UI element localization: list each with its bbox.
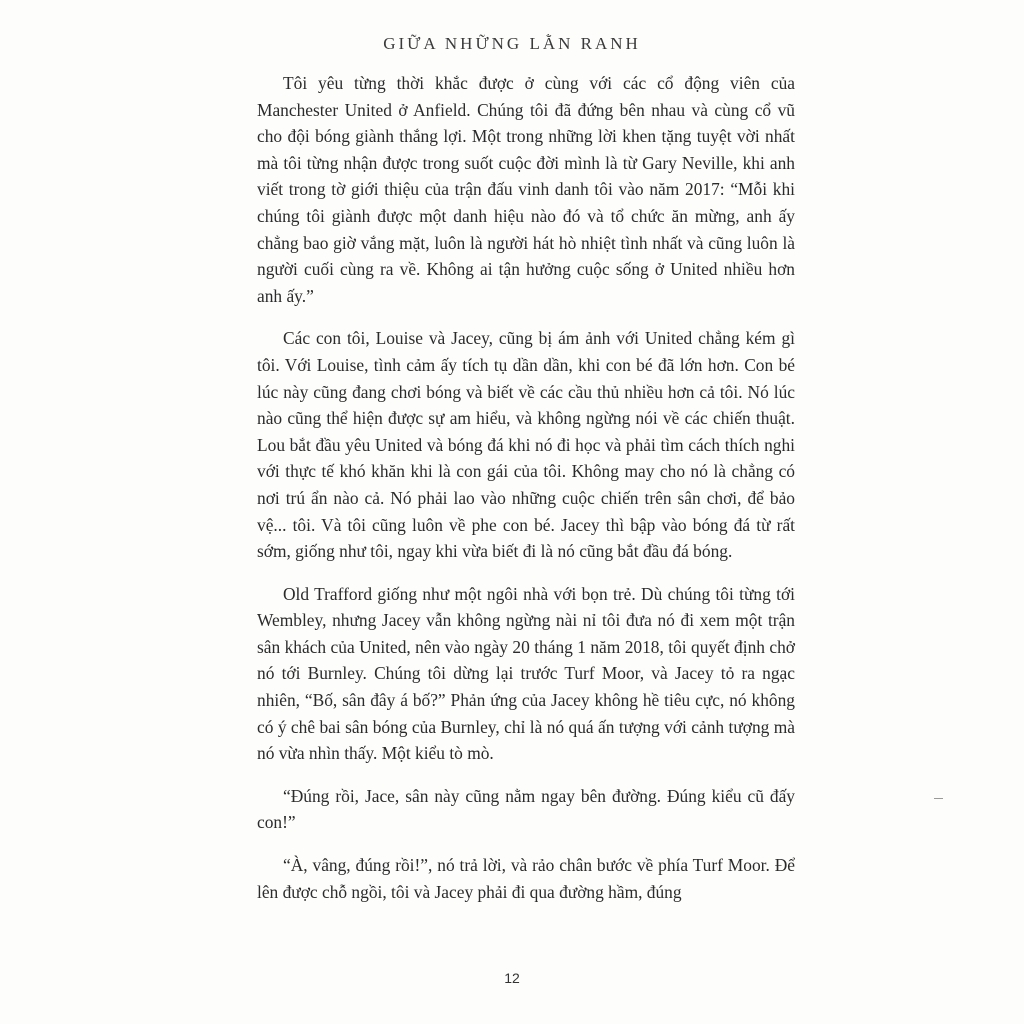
paragraph-3: Old Trafford giống như một ngôi nhà với bọn trẻ. Dù chúng tôi từng tới Wembley, nhưng Jacey vẫn không ngừng nài nỉ tôi đưa nó đi xem một trận sân khách của United, nên vào ngày 20 tháng 1 năm 2018, tôi quyết định chở nó tới Burnley. Chúng tôi dừng lại trước Turf Moor, và Jacey tỏ ra ngạc nhiên, “Bố, sân đây á bố?” Phản ứng của Jacey không hề tiêu cực, nó không có ý chê bai sân bóng của Burnley, chỉ là nó quá ấn tượng với cảnh tượng mà nó vừa nhìn thấy. Một kiểu tò mò. — [257, 583, 795, 764]
paragraph-4: “Đúng rồi, Jace, sân này cũng nằm ngay bên đường. Đúng kiểu cũ đấy con!” — [257, 785, 795, 833]
running-title: GIỮA NHỮNG LẰN RANH — [383, 34, 641, 53]
margin-mark — [934, 798, 943, 799]
paragraph-2: Các con tôi, Louise và Jacey, cũng bị ám ảnh với United chẳng kém gì tôi. Với Louise, tình cảm ấy tích tụ dần dần, khi con bé đã lớn hơn. Con bé lúc này cũng đang chơi bóng và biết về các cầu thủ nhiều hơn cả tôi. Nó lúc nào cũng thể hiện được sự am hiểu, và không ngừng nói về các chiến thuật. Lou bắt đầu yêu United và bóng đá khi nó đi học và phải tìm cách thích nghi với thực tế khó khăn khi là con gái của tôi. Không may cho nó là chẳng có nơi trú ẩn nào cả. Nó phải lao vào những cuộc chiến trên sân chơi, để bảo vệ... tôi. Và tôi cũng luôn về phe con bé. Jacey thì bập vào bóng đá từ rất sớm, giống như tôi, ngay khi vừa biết đi là nó cũng bắt đầu đá bóng. — [257, 328, 795, 562]
body-text — [257, 70, 795, 921]
paragraph-5: “À, vâng, đúng rồi!”, nó trả lời, và rảo chân bước về phía Turf Moor. Để lên được chỗ ngồi, tôi và Jacey phải đi qua đường hầm, đúng — [257, 855, 795, 902]
paragraph-1: Tôi yêu từng thời khắc được ở cùng với các cổ động viên của Manchester United ở Anfield. Chúng tôi đã đứng bên nhau và cùng cổ vũ cho đội bóng giành thắng lợi. Một trong những lời khen tặng tuyệt vời nhất mà tôi từng nhận được trong suốt cuộc đời mình là từ Gary Neville, khi anh viết trong tờ giới thiệu của trận đấu vinh danh tôi vào năm 2017: “Mỗi khi chúng tôi giành được một danh hiệu nào đó và tổ chức ăn mừng, anh ấy chẳng bao giờ vắng mặt, luôn là người hát hò nhiệt tình nhất và cũng luôn là người cuối cùng ra về. Không ai tận hưởng cuộc sống ở United nhiều hơn anh ấy.” — [257, 73, 795, 306]
page-number: 12 — [504, 970, 520, 986]
